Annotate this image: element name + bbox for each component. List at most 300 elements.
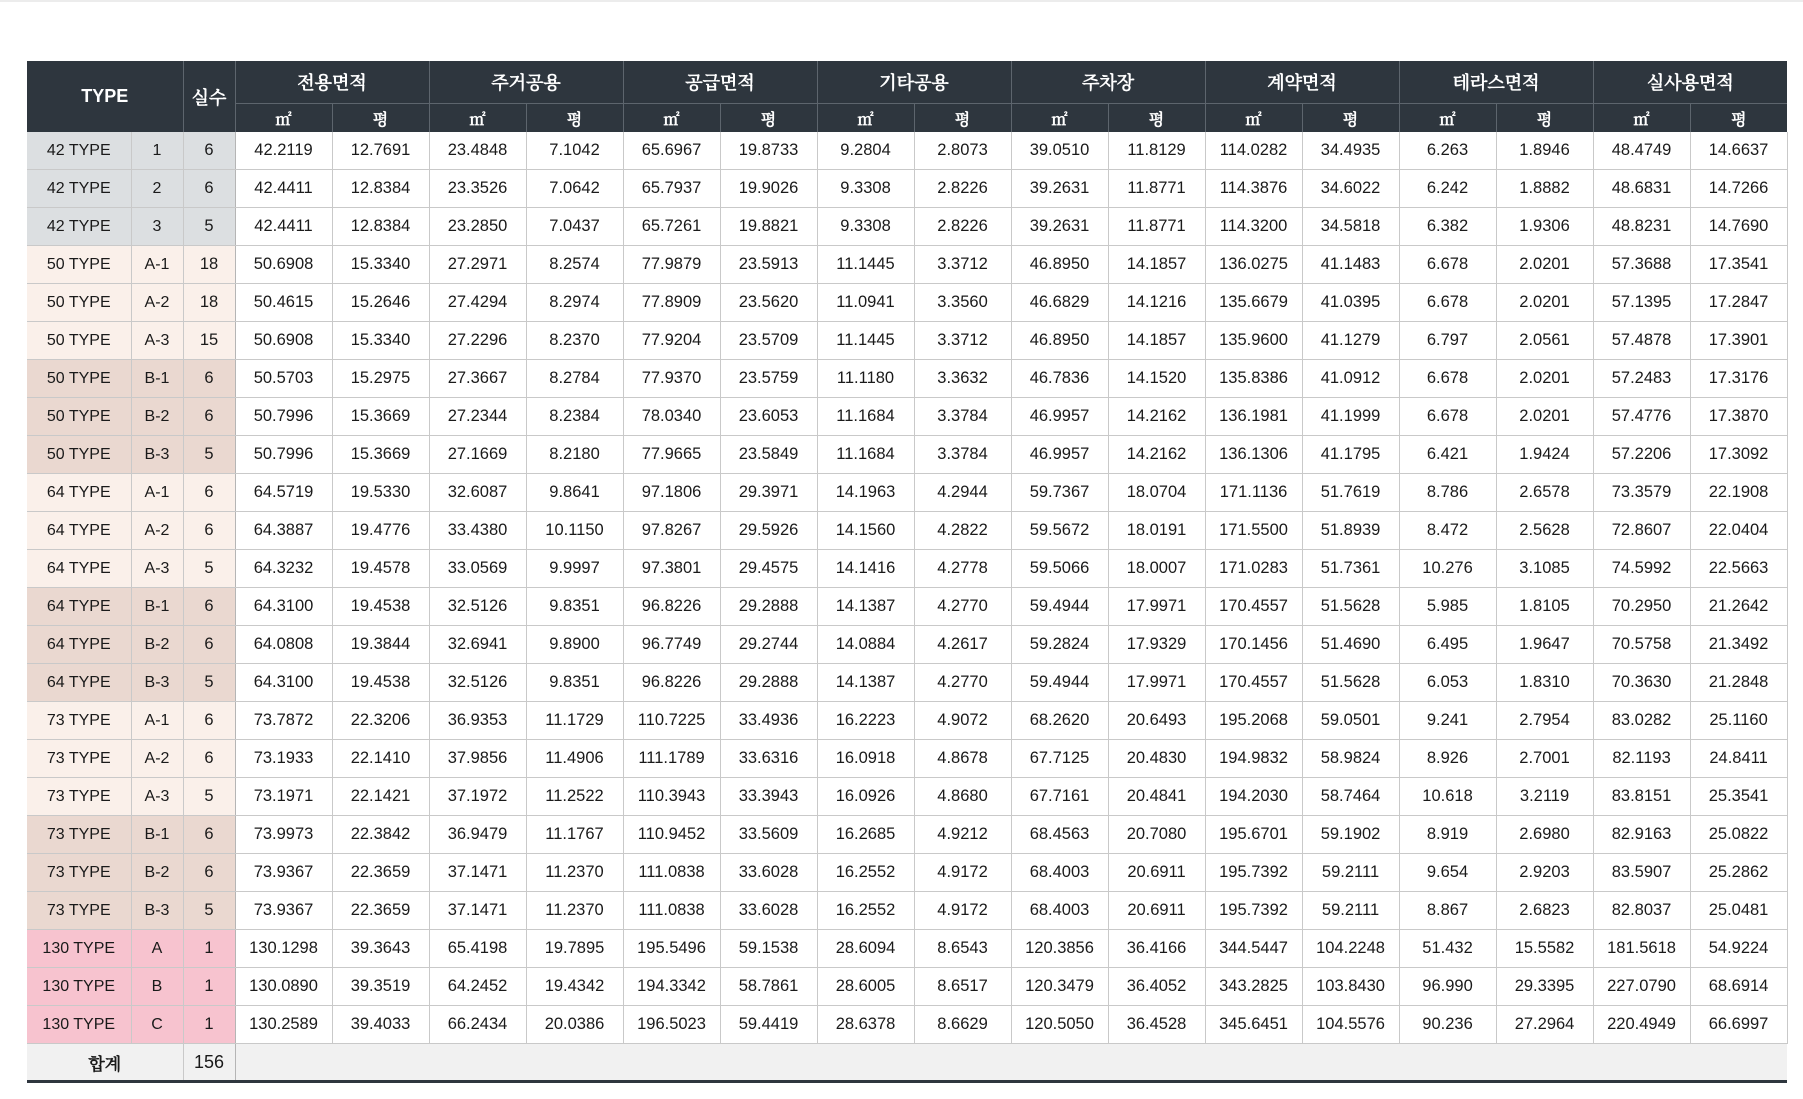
type-cell: 130 TYPE xyxy=(27,930,131,968)
value-cell: 29.5926 xyxy=(720,512,817,550)
value-cell: 59.4419 xyxy=(720,1006,817,1044)
value-cell: 4.8678 xyxy=(914,740,1011,778)
value-cell: 29.3395 xyxy=(1496,968,1593,1006)
value-cell: 16.2223 xyxy=(817,702,914,740)
value-cell: 15.3669 xyxy=(332,436,429,474)
table-row xyxy=(27,664,1787,702)
type-cell: 64 TYPE xyxy=(27,474,131,512)
table-row xyxy=(27,132,1787,170)
value-cell: 51.7361 xyxy=(1302,550,1399,588)
value-cell: 3.3784 xyxy=(914,398,1011,436)
value-cell: 1.9647 xyxy=(1496,626,1593,664)
header-unit-m2: ㎡ xyxy=(235,104,332,133)
value-cell: 6.797 xyxy=(1399,322,1496,360)
total-count: 156 xyxy=(183,1044,235,1082)
value-cell: 6.678 xyxy=(1399,284,1496,322)
subtype-cell: A xyxy=(131,930,183,968)
table-row xyxy=(27,968,1787,1006)
table-header xyxy=(27,61,1787,132)
value-cell: 2.6980 xyxy=(1496,816,1593,854)
unit-count-cell: 6 xyxy=(183,588,235,626)
value-cell: 6.678 xyxy=(1399,246,1496,284)
value-cell: 25.0481 xyxy=(1690,892,1787,930)
value-cell: 57.3688 xyxy=(1593,246,1690,284)
value-cell: 96.990 xyxy=(1399,968,1496,1006)
value-cell: 4.2617 xyxy=(914,626,1011,664)
table-row xyxy=(27,892,1787,930)
value-cell: 77.8909 xyxy=(623,284,720,322)
table-row xyxy=(27,930,1787,968)
value-cell: 6.495 xyxy=(1399,626,1496,664)
value-cell: 170.1456 xyxy=(1205,626,1302,664)
value-cell: 37.1471 xyxy=(429,892,526,930)
unit-count-cell: 5 xyxy=(183,778,235,816)
value-cell: 110.7225 xyxy=(623,702,720,740)
header-group: 계약면적 xyxy=(1205,61,1399,104)
subtype-cell: A-2 xyxy=(131,284,183,322)
value-cell: 59.0501 xyxy=(1302,702,1399,740)
unit-count-cell: 5 xyxy=(183,664,235,702)
value-cell: 46.7836 xyxy=(1011,360,1108,398)
value-cell: 57.2206 xyxy=(1593,436,1690,474)
value-cell: 11.1445 xyxy=(817,322,914,360)
area-table xyxy=(27,61,1788,1083)
value-cell: 37.1972 xyxy=(429,778,526,816)
value-cell: 16.0918 xyxy=(817,740,914,778)
header-unit-m2: ㎡ xyxy=(1205,104,1302,133)
unit-count-cell: 1 xyxy=(183,930,235,968)
value-cell: 14.1560 xyxy=(817,512,914,550)
value-cell: 68.4003 xyxy=(1011,892,1108,930)
value-cell: 21.2848 xyxy=(1690,664,1787,702)
value-cell: 67.7125 xyxy=(1011,740,1108,778)
value-cell: 72.8607 xyxy=(1593,512,1690,550)
value-cell: 23.2850 xyxy=(429,208,526,246)
value-cell: 39.3519 xyxy=(332,968,429,1006)
header-unit-m2: ㎡ xyxy=(1399,104,1496,133)
type-cell: 50 TYPE xyxy=(27,322,131,360)
value-cell: 14.7266 xyxy=(1690,170,1787,208)
value-cell: 41.1279 xyxy=(1302,322,1399,360)
value-cell: 65.6967 xyxy=(623,132,720,170)
value-cell: 220.4949 xyxy=(1593,1006,1690,1044)
value-cell: 9.8900 xyxy=(526,626,623,664)
value-cell: 59.2824 xyxy=(1011,626,1108,664)
value-cell: 97.8267 xyxy=(623,512,720,550)
value-cell: 19.4342 xyxy=(526,968,623,1006)
value-cell: 51.7619 xyxy=(1302,474,1399,512)
value-cell: 171.1136 xyxy=(1205,474,1302,512)
value-cell: 11.1729 xyxy=(526,702,623,740)
value-cell: 70.3630 xyxy=(1593,664,1690,702)
value-cell: 42.4411 xyxy=(235,208,332,246)
value-cell: 120.5050 xyxy=(1011,1006,1108,1044)
value-cell: 27.4294 xyxy=(429,284,526,322)
top-divider xyxy=(0,0,1803,2)
value-cell: 9.241 xyxy=(1399,702,1496,740)
value-cell: 28.6094 xyxy=(817,930,914,968)
value-cell: 2.0201 xyxy=(1496,398,1593,436)
value-cell: 32.5126 xyxy=(429,588,526,626)
value-cell: 64.3100 xyxy=(235,588,332,626)
value-cell: 170.4557 xyxy=(1205,664,1302,702)
unit-count-cell: 6 xyxy=(183,854,235,892)
value-cell: 130.1298 xyxy=(235,930,332,968)
value-cell: 33.4936 xyxy=(720,702,817,740)
value-cell: 2.0201 xyxy=(1496,360,1593,398)
value-cell: 37.9856 xyxy=(429,740,526,778)
table-row xyxy=(27,208,1787,246)
subtype-cell: A-3 xyxy=(131,322,183,360)
value-cell: 8.472 xyxy=(1399,512,1496,550)
value-cell: 59.1902 xyxy=(1302,816,1399,854)
value-cell: 9.3308 xyxy=(817,208,914,246)
value-cell: 66.2434 xyxy=(429,1006,526,1044)
value-cell: 96.8226 xyxy=(623,664,720,702)
subtype-cell: A-2 xyxy=(131,740,183,778)
subtype-cell: B xyxy=(131,968,183,1006)
unit-count-cell: 6 xyxy=(183,474,235,512)
value-cell: 29.3971 xyxy=(720,474,817,512)
subtype-cell: B-3 xyxy=(131,664,183,702)
value-cell: 68.2620 xyxy=(1011,702,1108,740)
value-cell: 8.2370 xyxy=(526,322,623,360)
value-cell: 19.4776 xyxy=(332,512,429,550)
value-cell: 1.9424 xyxy=(1496,436,1593,474)
value-cell: 46.9957 xyxy=(1011,398,1108,436)
value-cell: 114.0282 xyxy=(1205,132,1302,170)
table-row xyxy=(27,816,1787,854)
value-cell: 17.3176 xyxy=(1690,360,1787,398)
value-cell: 2.7954 xyxy=(1496,702,1593,740)
value-cell: 64.3887 xyxy=(235,512,332,550)
value-cell: 20.4841 xyxy=(1108,778,1205,816)
subtype-cell: A-1 xyxy=(131,474,183,512)
header-group: 전용면적 xyxy=(235,61,429,104)
value-cell: 54.9224 xyxy=(1690,930,1787,968)
subtype-cell: A-3 xyxy=(131,778,183,816)
value-cell: 4.9072 xyxy=(914,702,1011,740)
value-cell: 15.3669 xyxy=(332,398,429,436)
value-cell: 6.242 xyxy=(1399,170,1496,208)
value-cell: 32.5126 xyxy=(429,664,526,702)
unit-count-cell: 18 xyxy=(183,284,235,322)
value-cell: 114.3876 xyxy=(1205,170,1302,208)
value-cell: 136.1981 xyxy=(1205,398,1302,436)
value-cell: 58.9824 xyxy=(1302,740,1399,778)
value-cell: 136.1306 xyxy=(1205,436,1302,474)
value-cell: 64.3232 xyxy=(235,550,332,588)
value-cell: 22.1421 xyxy=(332,778,429,816)
table-row xyxy=(27,398,1787,436)
table-row xyxy=(27,1006,1787,1044)
value-cell: 20.7080 xyxy=(1108,816,1205,854)
value-cell: 23.5759 xyxy=(720,360,817,398)
total-label: 합계 xyxy=(27,1044,183,1082)
type-cell: 73 TYPE xyxy=(27,854,131,892)
value-cell: 19.4578 xyxy=(332,550,429,588)
value-cell: 68.6914 xyxy=(1690,968,1787,1006)
unit-count-cell: 5 xyxy=(183,436,235,474)
table-row xyxy=(27,740,1787,778)
value-cell: 20.0386 xyxy=(526,1006,623,1044)
value-cell: 11.8129 xyxy=(1108,132,1205,170)
value-cell: 77.9879 xyxy=(623,246,720,284)
value-cell: 23.5913 xyxy=(720,246,817,284)
type-cell: 130 TYPE xyxy=(27,1006,131,1044)
unit-count-cell: 5 xyxy=(183,208,235,246)
header-unit-pyeong: 평 xyxy=(1496,104,1593,133)
value-cell: 14.1387 xyxy=(817,664,914,702)
value-cell: 46.8950 xyxy=(1011,322,1108,360)
value-cell: 59.2111 xyxy=(1302,892,1399,930)
value-cell: 27.3667 xyxy=(429,360,526,398)
value-cell: 111.1789 xyxy=(623,740,720,778)
value-cell: 3.3784 xyxy=(914,436,1011,474)
value-cell: 41.1999 xyxy=(1302,398,1399,436)
value-cell: 23.3526 xyxy=(429,170,526,208)
value-cell: 2.7001 xyxy=(1496,740,1593,778)
header-unit-m2: ㎡ xyxy=(1011,104,1108,133)
value-cell: 41.1483 xyxy=(1302,246,1399,284)
value-cell: 78.0340 xyxy=(623,398,720,436)
table-row xyxy=(27,246,1787,284)
value-cell: 65.4198 xyxy=(429,930,526,968)
value-cell: 20.6911 xyxy=(1108,892,1205,930)
value-cell: 4.9172 xyxy=(914,854,1011,892)
value-cell: 196.5023 xyxy=(623,1006,720,1044)
value-cell: 1.8105 xyxy=(1496,588,1593,626)
header-unit-m2: ㎡ xyxy=(817,104,914,133)
value-cell: 6.053 xyxy=(1399,664,1496,702)
type-cell: 42 TYPE xyxy=(27,170,131,208)
type-cell: 64 TYPE xyxy=(27,588,131,626)
value-cell: 4.8680 xyxy=(914,778,1011,816)
value-cell: 65.7261 xyxy=(623,208,720,246)
value-cell: 50.5703 xyxy=(235,360,332,398)
value-cell: 345.6451 xyxy=(1205,1006,1302,1044)
value-cell: 70.2950 xyxy=(1593,588,1690,626)
value-cell: 50.6908 xyxy=(235,246,332,284)
value-cell: 8.2384 xyxy=(526,398,623,436)
value-cell: 42.4411 xyxy=(235,170,332,208)
header-group: 공급면적 xyxy=(623,61,817,104)
value-cell: 48.8231 xyxy=(1593,208,1690,246)
subtype-cell: A-2 xyxy=(131,512,183,550)
value-cell: 19.4538 xyxy=(332,588,429,626)
header-unit-pyeong: 평 xyxy=(332,104,429,133)
value-cell: 15.3340 xyxy=(332,322,429,360)
value-cell: 2.0201 xyxy=(1496,284,1593,322)
value-cell: 11.2370 xyxy=(526,892,623,930)
value-cell: 11.4906 xyxy=(526,740,623,778)
value-cell: 1.8946 xyxy=(1496,132,1593,170)
unit-count-cell: 6 xyxy=(183,816,235,854)
header-unit-pyeong: 평 xyxy=(1690,104,1787,133)
value-cell: 33.3943 xyxy=(720,778,817,816)
unit-count-cell: 5 xyxy=(183,892,235,930)
type-cell: 73 TYPE xyxy=(27,778,131,816)
table-row xyxy=(27,436,1787,474)
value-cell: 77.9370 xyxy=(623,360,720,398)
value-cell: 32.6087 xyxy=(429,474,526,512)
value-cell: 4.2944 xyxy=(914,474,1011,512)
value-cell: 130.2589 xyxy=(235,1006,332,1044)
type-cell: 64 TYPE xyxy=(27,550,131,588)
type-cell: 73 TYPE xyxy=(27,892,131,930)
value-cell: 14.0884 xyxy=(817,626,914,664)
value-cell: 58.7464 xyxy=(1302,778,1399,816)
value-cell: 20.6493 xyxy=(1108,702,1205,740)
value-cell: 33.6316 xyxy=(720,740,817,778)
value-cell: 39.3643 xyxy=(332,930,429,968)
value-cell: 57.4776 xyxy=(1593,398,1690,436)
value-cell: 65.7937 xyxy=(623,170,720,208)
value-cell: 51.8939 xyxy=(1302,512,1399,550)
value-cell: 11.1445 xyxy=(817,246,914,284)
value-cell: 135.8386 xyxy=(1205,360,1302,398)
subtype-cell: 3 xyxy=(131,208,183,246)
value-cell: 1.8882 xyxy=(1496,170,1593,208)
value-cell: 14.1857 xyxy=(1108,322,1205,360)
value-cell: 73.1971 xyxy=(235,778,332,816)
value-cell: 18.0007 xyxy=(1108,550,1205,588)
value-cell: 97.3801 xyxy=(623,550,720,588)
value-cell: 59.1538 xyxy=(720,930,817,968)
value-cell: 37.1471 xyxy=(429,854,526,892)
value-cell: 28.6378 xyxy=(817,1006,914,1044)
value-cell: 16.0926 xyxy=(817,778,914,816)
value-cell: 57.1395 xyxy=(1593,284,1690,322)
header-group: 기타공용 xyxy=(817,61,1011,104)
value-cell: 1.8310 xyxy=(1496,664,1593,702)
value-cell: 10.276 xyxy=(1399,550,1496,588)
unit-count-cell: 15 xyxy=(183,322,235,360)
unit-count-cell: 6 xyxy=(183,132,235,170)
value-cell: 17.3901 xyxy=(1690,322,1787,360)
value-cell: 15.3340 xyxy=(332,246,429,284)
subtype-cell: B-3 xyxy=(131,892,183,930)
value-cell: 50.4615 xyxy=(235,284,332,322)
value-cell: 29.2888 xyxy=(720,588,817,626)
subtype-cell: B-1 xyxy=(131,816,183,854)
value-cell: 9.2804 xyxy=(817,132,914,170)
value-cell: 66.6997 xyxy=(1690,1006,1787,1044)
value-cell: 194.3342 xyxy=(623,968,720,1006)
value-cell: 73.1933 xyxy=(235,740,332,778)
value-cell: 343.2825 xyxy=(1205,968,1302,1006)
value-cell: 19.3844 xyxy=(332,626,429,664)
subtype-cell: A-1 xyxy=(131,246,183,284)
value-cell: 8.2784 xyxy=(526,360,623,398)
value-cell: 97.1806 xyxy=(623,474,720,512)
type-cell: 50 TYPE xyxy=(27,398,131,436)
value-cell: 17.3541 xyxy=(1690,246,1787,284)
value-cell: 15.2975 xyxy=(332,360,429,398)
unit-count-cell: 1 xyxy=(183,1006,235,1044)
subtype-cell: A-3 xyxy=(131,550,183,588)
value-cell: 25.2862 xyxy=(1690,854,1787,892)
value-cell: 194.9832 xyxy=(1205,740,1302,778)
value-cell: 90.236 xyxy=(1399,1006,1496,1044)
type-cell: 73 TYPE xyxy=(27,702,131,740)
value-cell: 9.8351 xyxy=(526,664,623,702)
value-cell: 73.3579 xyxy=(1593,474,1690,512)
value-cell: 111.0838 xyxy=(623,892,720,930)
value-cell: 15.5582 xyxy=(1496,930,1593,968)
value-cell: 19.5330 xyxy=(332,474,429,512)
value-cell: 96.8226 xyxy=(623,588,720,626)
subtype-cell: 2 xyxy=(131,170,183,208)
value-cell: 48.6831 xyxy=(1593,170,1690,208)
value-cell: 6.678 xyxy=(1399,360,1496,398)
type-cell: 64 TYPE xyxy=(27,512,131,550)
value-cell: 7.0437 xyxy=(526,208,623,246)
value-cell: 83.0282 xyxy=(1593,702,1690,740)
value-cell: 14.1216 xyxy=(1108,284,1205,322)
value-cell: 48.4749 xyxy=(1593,132,1690,170)
value-cell: 6.678 xyxy=(1399,398,1496,436)
value-cell: 36.9479 xyxy=(429,816,526,854)
subtype-cell: B-2 xyxy=(131,626,183,664)
value-cell: 41.1795 xyxy=(1302,436,1399,474)
value-cell: 29.2888 xyxy=(720,664,817,702)
subtype-cell: A-1 xyxy=(131,702,183,740)
value-cell: 51.432 xyxy=(1399,930,1496,968)
value-cell: 12.8384 xyxy=(332,208,429,246)
type-cell: 64 TYPE xyxy=(27,664,131,702)
value-cell: 51.4690 xyxy=(1302,626,1399,664)
value-cell: 22.5663 xyxy=(1690,550,1787,588)
type-cell: 50 TYPE xyxy=(27,284,131,322)
type-cell: 50 TYPE xyxy=(27,360,131,398)
value-cell: 6.263 xyxy=(1399,132,1496,170)
value-cell: 195.6701 xyxy=(1205,816,1302,854)
value-cell: 3.3712 xyxy=(914,246,1011,284)
unit-count-cell: 6 xyxy=(183,740,235,778)
value-cell: 19.7895 xyxy=(526,930,623,968)
value-cell: 57.2483 xyxy=(1593,360,1690,398)
value-cell: 171.0283 xyxy=(1205,550,1302,588)
value-cell: 27.2344 xyxy=(429,398,526,436)
value-cell: 36.9353 xyxy=(429,702,526,740)
value-cell: 77.9204 xyxy=(623,322,720,360)
value-cell: 25.3541 xyxy=(1690,778,1787,816)
value-cell: 22.1410 xyxy=(332,740,429,778)
value-cell: 73.9973 xyxy=(235,816,332,854)
value-cell: 3.3632 xyxy=(914,360,1011,398)
value-cell: 195.7392 xyxy=(1205,854,1302,892)
value-cell: 22.1908 xyxy=(1690,474,1787,512)
value-cell: 22.3842 xyxy=(332,816,429,854)
value-cell: 9.654 xyxy=(1399,854,1496,892)
value-cell: 171.5500 xyxy=(1205,512,1302,550)
value-cell: 82.8037 xyxy=(1593,892,1690,930)
value-cell: 9.8641 xyxy=(526,474,623,512)
value-cell: 135.9600 xyxy=(1205,322,1302,360)
value-cell: 227.0790 xyxy=(1593,968,1690,1006)
value-cell: 135.6679 xyxy=(1205,284,1302,322)
value-cell: 39.0510 xyxy=(1011,132,1108,170)
value-cell: 17.9971 xyxy=(1108,588,1205,626)
value-cell: 9.3308 xyxy=(817,170,914,208)
table-row xyxy=(27,626,1787,664)
value-cell: 6.382 xyxy=(1399,208,1496,246)
value-cell: 33.6028 xyxy=(720,892,817,930)
value-cell: 4.9172 xyxy=(914,892,1011,930)
header-group: 주차장 xyxy=(1011,61,1205,104)
value-cell: 2.8226 xyxy=(914,170,1011,208)
